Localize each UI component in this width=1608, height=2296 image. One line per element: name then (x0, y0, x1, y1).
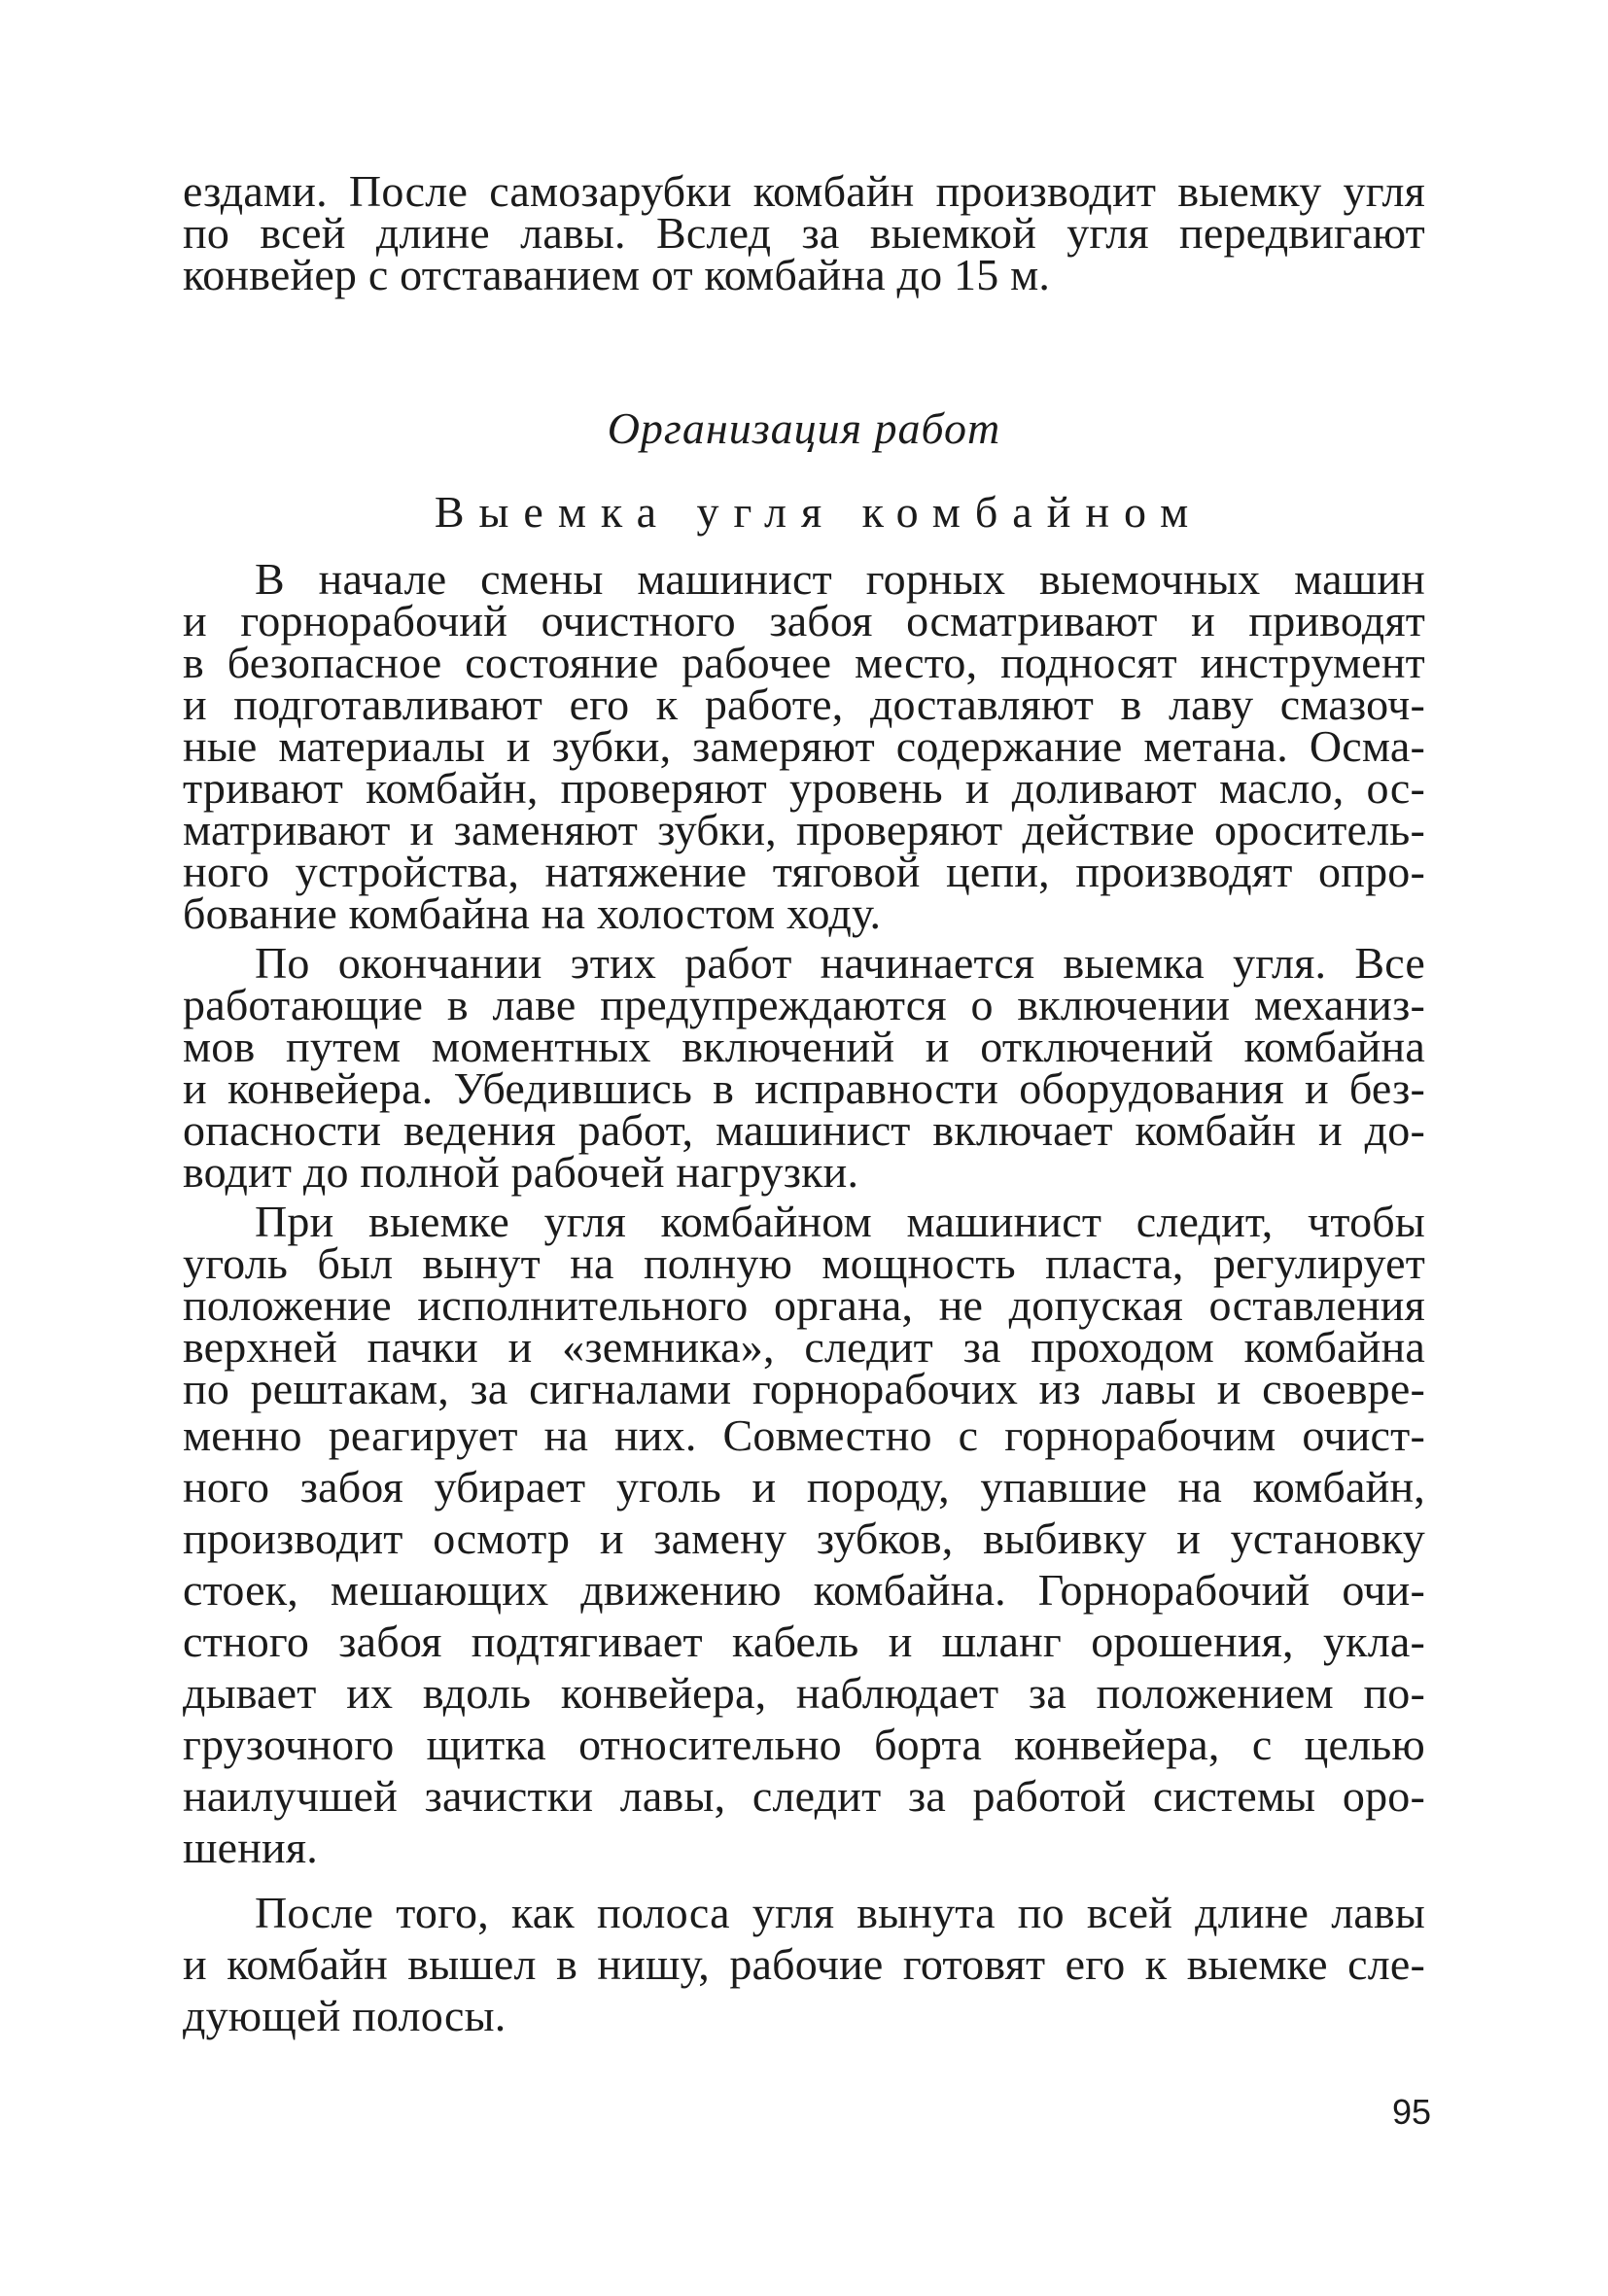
text-line: стоек, мешающих движению комбайна. Горнорабочий очи- (183, 1565, 1425, 1615)
text-line: шения. (183, 1823, 318, 1872)
text-line: тривают комбайн, проверяют уровень и доливают масло, ос- (183, 763, 1425, 813)
text-line: производит осмотр и замену зубков, выбивку и установку (183, 1513, 1425, 1563)
text-line: грузочного щитка относительно борта конвейера, с целью (183, 1720, 1425, 1769)
text-line: По окончании этих работ начинается выемка угля. Все (255, 938, 1425, 988)
paragraph (183, 938, 1425, 1197)
text-line: верхней пачки и «земника», следит за проходом комбайна (183, 1322, 1425, 1372)
paragraph-continued (183, 1409, 1425, 1873)
text-line: матривают и заменяют зубки, проверяют действие ороситель- (183, 805, 1425, 854)
text-line: стного забоя подтягивает кабель и шланг орошения, укла- (183, 1617, 1425, 1666)
text-line: мов путем моментных включений и отключений комбайна (183, 1022, 1425, 1071)
text-line: и подготавливают его к работе, доставляют в лаву смазоч- (183, 679, 1425, 729)
text-line: работающие в лаве предупреждаются о включении механиз- (183, 980, 1425, 1029)
subsection-title: Выемка угля комбайном (434, 487, 1204, 537)
intro-paragraph (183, 166, 1425, 299)
text-line: ного забоя убирает уголь и породу, упавшие на комбайн, (183, 1462, 1425, 1512)
text-line: и конвейера. Убедившись в исправности оборудования и без- (183, 1063, 1425, 1113)
paragraph (183, 554, 1425, 938)
paragraph (183, 1197, 1425, 1413)
text-line: опасности ведения работ, машинист включает комбайн и до- (183, 1105, 1425, 1155)
text-line: дующей полосы. (183, 1991, 507, 2040)
text-line: уголь был вынут на полную мощность пласта, регулирует (183, 1238, 1425, 1288)
text-line: При выемке угля комбайном машинист следит, чтобы (255, 1197, 1425, 1246)
text-line: и горнорабочий очистного забоя осматривают и приводят (183, 596, 1425, 645)
page-number: 95 (1392, 2092, 1432, 2132)
text-line: положение исполнительного органа, не допуская оставления (183, 1280, 1425, 1330)
paragraph (183, 1887, 1425, 2041)
text-line: конвейер с отставанием от комбайна до 15 м. (183, 250, 1051, 299)
text-line: ного устройства, натяжение тяговой цепи, производят опро- (183, 847, 1425, 896)
text-line: В начале смены машинист горных выемочных машин (255, 554, 1425, 604)
text-line: по всей длине лавы. Вслед за выемкой угля передвигают (183, 208, 1425, 258)
text-line: дывает их вдоль конвейера, наблюдает за положением по- (183, 1668, 1425, 1718)
text-line: После того, как полоса угля вынута по всей длине лавы (255, 1888, 1425, 1937)
text-line: бование комбайна на холостом ходу. (183, 888, 882, 938)
text-line: водит до полной рабочей нагрузки. (183, 1147, 859, 1197)
section-title: Организация работ (607, 403, 1001, 453)
text-line: менно реагирует на них. Совместно с горнорабочим очист- (183, 1410, 1425, 1460)
text-line: в безопасное состояние рабочее место, подносят инструмент (183, 638, 1425, 687)
text-line: по рештакам, за сигналами горнорабочих из лавы и своевре- (183, 1364, 1425, 1413)
text-line: ездами. После самозарубки комбайн производит выемку угля (183, 166, 1425, 216)
text-line: наилучшей зачистки лавы, следит за работой системы оро- (183, 1771, 1425, 1821)
page-body (183, 166, 1425, 2041)
text-line: ные материалы и зубки, замеряют содержание метана. Осма- (183, 721, 1425, 771)
text-line: и комбайн вышел в нишу, рабочие готовят его к выемке сле- (183, 1939, 1425, 1989)
